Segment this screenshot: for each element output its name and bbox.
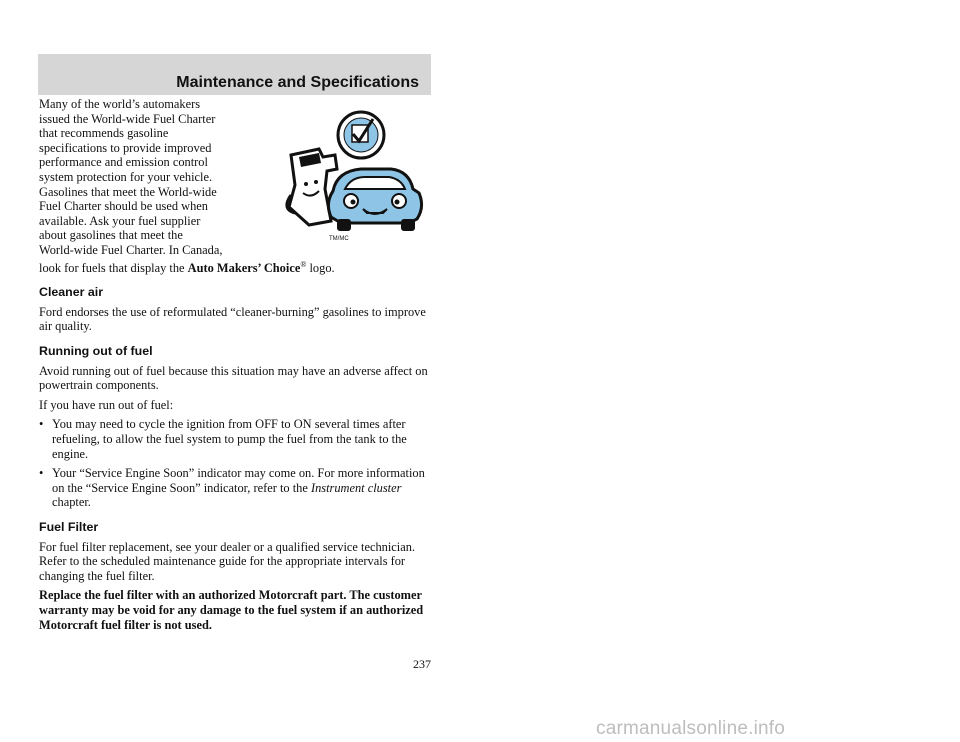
section-heading-running-out: Running out of fuel — [39, 344, 153, 359]
page-header-band — [38, 54, 431, 95]
section-heading-fuel-filter: Fuel Filter — [39, 519, 99, 534]
bullet-icon: • — [39, 466, 44, 481]
intro-tail-suffix: logo. — [306, 260, 335, 275]
car-pupil — [395, 200, 400, 205]
car-windshield — [345, 177, 405, 189]
pump-eye — [304, 182, 308, 186]
section-heading-cleaner-air: Cleaner air — [39, 285, 104, 300]
fuel-pump-car-illustration — [279, 97, 449, 247]
page-number: 237 — [413, 657, 431, 671]
page-title: Maintenance and Specifications — [176, 74, 419, 91]
brand-name: Auto Makers’ Choice — [187, 260, 301, 275]
registered-mark: ® — [300, 259, 307, 269]
intro-line: Gasolines that meet the World-wide — [39, 184, 217, 199]
intro-line: system protection for your vehicle. — [39, 169, 213, 184]
bullet-text: You may need to cycle the ignition from OFF to ON several times after refueling, to allow the fuel system to pump the fuel from the tank to the engine. — [52, 417, 407, 461]
intro-tail-prefix: look for fuels that display the — [39, 260, 188, 275]
page-content — [39, 97, 432, 637]
intro-last-line — [39, 258, 335, 276]
fuel-filter-warning: Replace the fuel filter with an authorized Motorcraft part. The customer warranty may be void for any damage to the fuel system if an authorized Motorcraft fuel filter is not used. — [39, 588, 424, 632]
intro-line: that recommends gasoline — [39, 126, 169, 141]
pump-eye — [314, 180, 318, 184]
running-out-lead: If you have run out of fuel: — [39, 397, 174, 412]
chapter-reference: Instrument cluster — [310, 480, 402, 495]
cleaner-air-text: Ford endorses the use of reformulated “cleaner-burning” gasolines to improve air quality. — [39, 304, 426, 334]
intro-paragraph — [39, 97, 335, 275]
intro-line: specifications to provide improved — [39, 140, 212, 155]
intro-line: World-wide Fuel Charter. In Canada, — [39, 242, 223, 257]
intro-line: available. Ask your fuel supplier — [39, 213, 201, 228]
intro-line: Fuel Charter should be used when — [39, 199, 208, 214]
bullet-text: Your “Service Engine Soon” indicator may come on. For more information on the “Service Engine Soon” indicator, refer to the — [52, 466, 425, 495]
fuel-filter-text: For fuel filter replacement, see your dealer or a qualified service technician. Refer to the scheduled maintenance guide for the appropriate intervals for changing the fuel filter. — [39, 539, 416, 583]
bullet-text-suffix: chapter. — [52, 495, 91, 510]
watermark: carmanualsonline.info — [596, 718, 786, 739]
intro-line: issued the World-wide Fuel Charter — [39, 111, 216, 126]
bullet-icon: • — [39, 417, 44, 432]
intro-line: Many of the world’s automakers — [39, 97, 201, 111]
car-pupil — [351, 200, 356, 205]
intro-line: performance and emission control — [39, 155, 208, 170]
intro-line: about gasolines that meet the — [39, 228, 183, 243]
list-item — [39, 417, 432, 461]
list-item — [39, 466, 432, 510]
auto-makers-choice-logo — [279, 97, 449, 247]
car-wheel — [337, 219, 351, 231]
logo-trademark: TM/MC — [329, 236, 349, 242]
running-out-text: Avoid running out of fuel because this situation may have an adverse affect on powertrain components. — [39, 363, 428, 393]
car-wheel — [401, 219, 415, 231]
